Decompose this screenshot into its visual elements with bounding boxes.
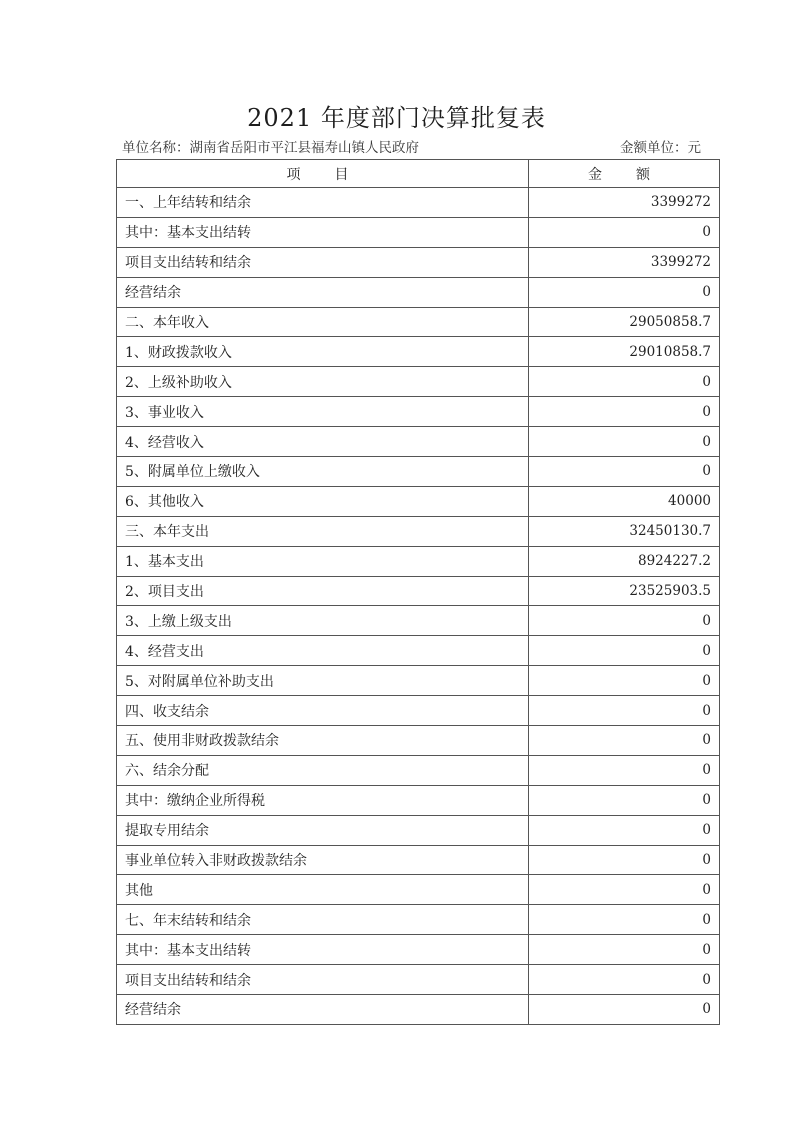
row-amount: 0 (529, 606, 720, 636)
row-amount: 0 (529, 696, 720, 726)
row-amount: 3399272 (529, 247, 720, 277)
row-amount: 0 (529, 457, 720, 487)
table-row (117, 606, 720, 636)
table-row (117, 486, 720, 516)
row-amount: 0 (529, 935, 720, 965)
row-label: 经营结余 (117, 995, 529, 1025)
table-row (117, 726, 720, 756)
row-amount: 0 (529, 905, 720, 935)
row-label: 5、对附属单位补助支出 (117, 666, 529, 696)
table-row (117, 217, 720, 247)
table-row (117, 247, 720, 277)
header-amount: 金 额 (529, 160, 720, 188)
row-label: 4、经营收入 (117, 427, 529, 457)
table-row (117, 636, 720, 666)
row-amount: 0 (529, 995, 720, 1025)
row-amount: 29050858.7 (529, 307, 720, 337)
header-item: 项 目 (117, 160, 529, 188)
row-label: 六、结余分配 (117, 755, 529, 785)
table-row (117, 845, 720, 875)
row-label: 提取专用结余 (117, 815, 529, 845)
row-label: 其中：基本支出结转 (117, 217, 529, 247)
row-amount: 29010858.7 (529, 337, 720, 367)
row-label: 五、使用非财政拨款结余 (117, 726, 529, 756)
table-header-row (117, 160, 720, 188)
table-row (117, 905, 720, 935)
row-label: 2、上级补助收入 (117, 367, 529, 397)
table-row (117, 427, 720, 457)
row-amount: 0 (529, 397, 720, 427)
row-label: 其中：基本支出结转 (117, 935, 529, 965)
row-amount: 0 (529, 755, 720, 785)
row-amount: 32450130.7 (529, 516, 720, 546)
row-label: 一、上年结转和结余 (117, 188, 529, 218)
row-amount: 0 (529, 666, 720, 696)
table-row (117, 576, 720, 606)
row-amount: 40000 (529, 486, 720, 516)
table-row (117, 666, 720, 696)
row-label: 二、本年收入 (117, 307, 529, 337)
row-amount: 8924227.2 (529, 546, 720, 576)
page-title: 2021 年度部门决算批复表 (247, 104, 546, 132)
table-row (117, 785, 720, 815)
table-row (117, 367, 720, 397)
row-label: 3、事业收入 (117, 397, 529, 427)
row-amount: 0 (529, 785, 720, 815)
row-amount: 0 (529, 965, 720, 995)
row-label: 2、项目支出 (117, 576, 529, 606)
row-amount: 0 (529, 277, 720, 307)
row-label: 其中：缴纳企业所得税 (117, 785, 529, 815)
row-label: 6、其他收入 (117, 486, 529, 516)
row-label: 事业单位转入非财政拨款结余 (117, 845, 529, 875)
row-label: 1、基本支出 (117, 546, 529, 576)
row-label: 三、本年支出 (117, 516, 529, 546)
table-row (117, 875, 720, 905)
row-label: 项目支出结转和结余 (117, 965, 529, 995)
row-amount: 23525903.5 (529, 576, 720, 606)
row-amount: 0 (529, 367, 720, 397)
table-row (117, 397, 720, 427)
table-row (117, 815, 720, 845)
row-amount: 0 (529, 427, 720, 457)
table-row (117, 935, 720, 965)
row-amount: 0 (529, 726, 720, 756)
table-row (117, 995, 720, 1025)
row-label: 1、财政拨款收入 (117, 337, 529, 367)
row-label: 项目支出结转和结余 (117, 247, 529, 277)
table-body (117, 188, 720, 1025)
table-row (117, 965, 720, 995)
table-row (117, 546, 720, 576)
table-row (117, 277, 720, 307)
row-amount: 0 (529, 875, 720, 905)
table-row (117, 337, 720, 367)
row-label: 四、收支结余 (117, 696, 529, 726)
currency-unit-label: 金额单位：元 (620, 140, 701, 156)
row-label: 经营结余 (117, 277, 529, 307)
row-label: 4、经营支出 (117, 636, 529, 666)
table-row (117, 696, 720, 726)
table-row (117, 516, 720, 546)
row-label: 3、上缴上级支出 (117, 606, 529, 636)
row-amount: 3399272 (529, 188, 720, 218)
row-amount: 0 (529, 815, 720, 845)
table-row (117, 457, 720, 487)
row-amount: 0 (529, 636, 720, 666)
row-label: 其他 (117, 875, 529, 905)
row-label: 5、附属单位上缴收入 (117, 457, 529, 487)
budget-approval-table (116, 159, 720, 1025)
table-row (117, 307, 720, 337)
row-amount: 0 (529, 217, 720, 247)
table-row (117, 755, 720, 785)
unit-name-label: 单位名称：湖南省岳阳市平江县福寿山镇人民政府 (122, 140, 419, 156)
row-amount: 0 (529, 845, 720, 875)
row-label: 七、年末结转和结余 (117, 905, 529, 935)
table-row (117, 188, 720, 218)
